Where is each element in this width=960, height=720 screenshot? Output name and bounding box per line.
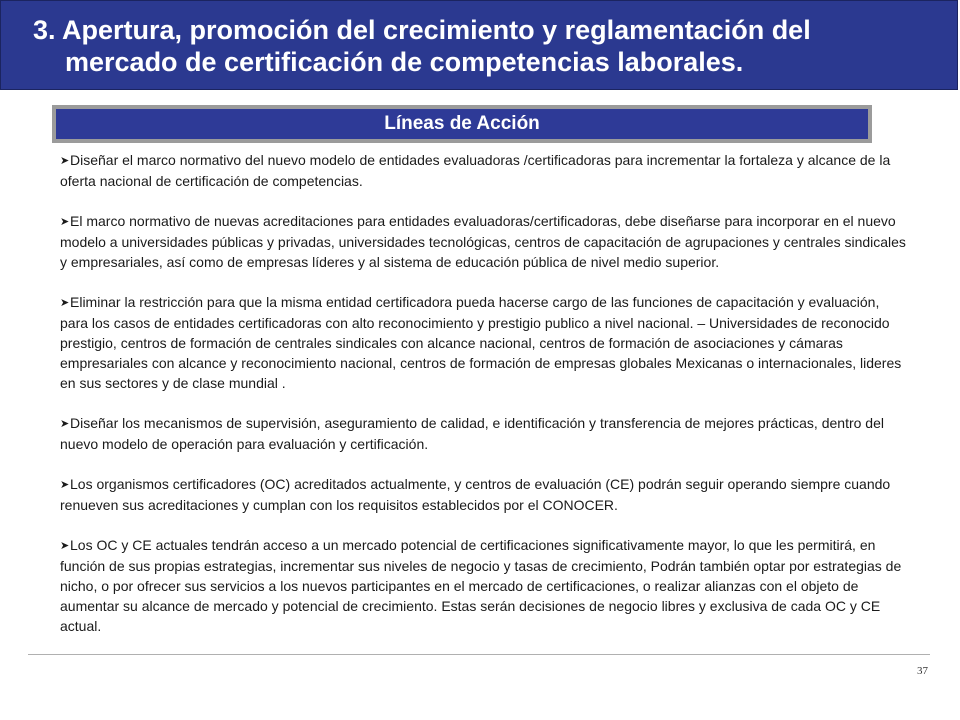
- title-banner: [0, 0, 958, 90]
- bullet-text: Diseñar el marco normativo del nuevo modelo de entidades evaluadoras /certificadoras para incrementar la fortaleza y alcance de la oferta nacional de certificación de competencias.: [60, 152, 891, 189]
- arrow-right-icon: ➤: [60, 216, 70, 228]
- section-heading: Líneas de Acción: [56, 109, 868, 139]
- section-header-bar: [52, 105, 872, 143]
- list-item: [60, 150, 910, 191]
- list-item: [60, 535, 910, 636]
- footer-divider: [28, 654, 930, 655]
- list-item: [60, 211, 910, 272]
- page-number: 37: [917, 665, 928, 677]
- bullet-list: [60, 150, 910, 656]
- bullet-text: Diseñar los mecanismos de supervisión, aseguramiento de calidad, e identificación y transferencia de mejores prácticas, dentro del nuevo modelo de operación para evaluación y certificación.: [60, 415, 884, 452]
- bullet-text: Los organismos certificadores (OC) acreditados actualmente, y centros de evaluación (CE) podrán seguir operando siempre cuando renueven sus acreditaciones y cumplan con los requisitos establecidos por el CONOCER.: [60, 476, 891, 513]
- bullet-text: El marco normativo de nuevas acreditaciones para entidades evaluadoras/certificadoras, debe diseñarse para incorporar en el nuevo modelo a universidades públicas y privadas, universidades tecnológicas, centros de capacitación de agrupaciones y centrales sindicales y empresariales, así como de empresas líderes y al sistema de educación pública de nivel medio superior.: [60, 213, 906, 270]
- slide-title-line-2: mercado de certificación de competencias laborales.: [65, 47, 744, 77]
- slide-title-line-1: 3. Apertura, promoción del crecimiento y reglamentación del: [33, 15, 811, 45]
- arrow-right-icon: ➤: [60, 479, 70, 491]
- bullet-text: Los OC y CE actuales tendrán acceso a un mercado potencial de certificaciones significativamente mayor, lo que les permitirá, en función de sus propias estrategias, incrementar sus niveles de negocio y tasas de crecimiento, Podrán también optar por estrategias de nicho, o por ofrecer sus servicios a los nuevos participantes en el mercado de certificaciones, o realizar alianzas con el objeto de aumentar su alcance de mercado y potencial de crecimiento. Estas serán decisiones de negocio libres y exclusiva de cada OC y CE actual.: [60, 537, 902, 634]
- bullet-text: Eliminar la restricción para que la misma entidad certificadora pueda hacerse cargo de las funciones de capacitación y evaluación, para los casos de entidades certificadoras con alto reconocimiento y prestigio publico a nivel nacional. – Universidades de reconocido prestigio, centros de formación de centrales sindicales con alcance nacional, centros de formación de asociaciones y cámaras empresariales con alcance y reconocimiento nacional, centros de formación de empresas globales Mexicanas o internacionales, lideres en sus sectores y de clase mundial .: [60, 294, 902, 391]
- arrow-right-icon: ➤: [60, 540, 70, 552]
- list-item: [60, 413, 910, 454]
- arrow-right-icon: ➤: [60, 155, 70, 167]
- arrow-right-icon: ➤: [60, 418, 70, 430]
- list-item: [60, 474, 910, 515]
- arrow-right-icon: ➤: [60, 297, 70, 309]
- list-item: [60, 292, 910, 393]
